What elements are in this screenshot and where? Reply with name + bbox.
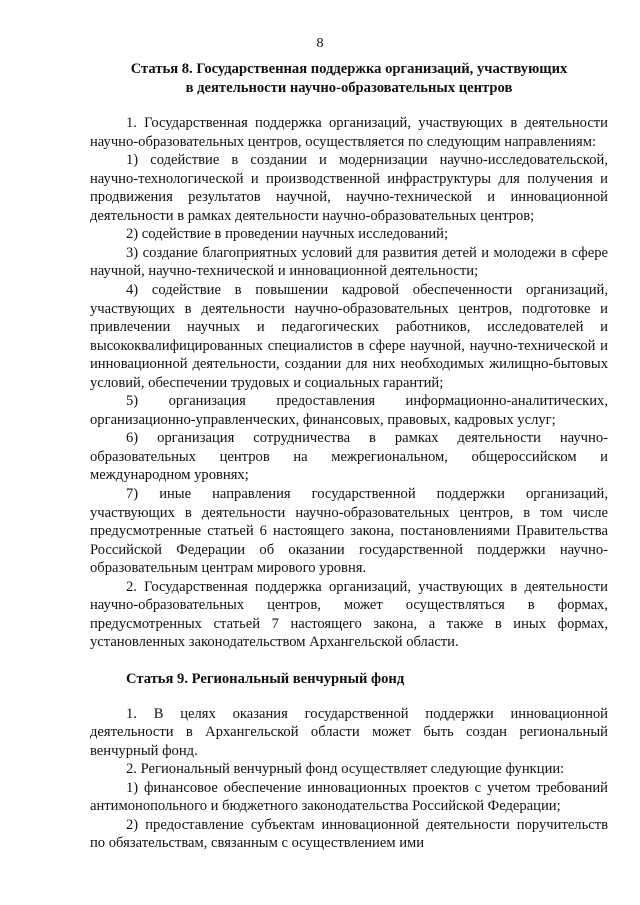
- article-8-item-5: 5) организация предоставления информационно-аналитических, организационно-управленческих, финансовых, правовых, кадровых услуг;: [90, 393, 608, 428]
- article-8-item-7: 7) иные направления государственной поддержки организаций, участвующих в деятельности научно-образовательных центров, в том числе предусмотренные статьей 6 настоящего закона, постановлениями Правительства Российской Федерации об оказании государственной поддержки научно-образовательным центрам мирового уровня.: [90, 486, 608, 577]
- article-9-paragraph-2: 2. Региональный венчурный фонд осуществляет следующие функции:: [126, 761, 565, 778]
- article-8-paragraph-2: 2. Государственная поддержка организаций, участвующих в деятельности научно-образовательных центров, может осуществляться в формах, предусмотренных статьей 7 настоящего закона, а также в иных формах, установленных законодательством Архангельской области.: [90, 578, 608, 651]
- article-8-item-4: 4) содействие в повышении кадровой обеспеченности организаций, участвующих в деятельности научно-образовательных центров, подготовке и привлечении научных и педагогических работников, исследователей и высококвалифицированных специалистов в сфере научной, научно-технической и инновационной деятельности, создании для них необходимых жилищно-бытовых условий, обеспечении трудовых и социальных гарантий;: [90, 282, 608, 391]
- article-8-item-6: 6) организация сотрудничества в рамках деятельности научно-образовательных центров на межрегиональном, общероссийском и международном уровнях;: [90, 430, 608, 484]
- article-9-paragraph-1: 1. В целях оказания государственной поддержки инновационной деятельности в Архангельской области может быть создан региональный венчурный фонд.: [90, 705, 608, 759]
- spacer: [90, 97, 608, 114]
- article-9-item-2: 2) предоставление субъектам инновационной деятельности поручительств по обязательствам, связанным с осуществлением ими: [90, 816, 608, 852]
- article-8-title: [90, 60, 608, 97]
- article-8-paragraph-1: 1. Государственная поддержка организаций, участвующих в деятельности научно-образовательных центров, осуществляется по следующим направлениям:: [90, 115, 608, 150]
- article-8-title-line-2: в деятельности научно-образовательных центров: [185, 79, 513, 96]
- article-8-item-1: 1) содействие в создании и модернизации научно-исследовательской, научно-технологической и производственной инфраструктуры для получения и продвижения результатов научной, научно-технической и инновационной деятельности в рамках деятельности научно-образовательных центров;: [90, 152, 608, 224]
- article-9-body: [90, 705, 608, 853]
- article-9-item-1: 1) финансовое обеспечение инновационных проектов с учетом требований антимонопольного и бюджетного законодательства Российской Федерации;: [90, 779, 608, 815]
- page-number: 8: [316, 36, 324, 51]
- article-8-item-3: 3) создание благоприятных условий для развития детей и молодежи в сфере научной, научно-технической и инновационной деятельности;: [90, 244, 608, 280]
- document-body: [90, 60, 608, 853]
- article-8-title-line-1: Статья 8. Государственная поддержка организаций, участвующих: [130, 61, 568, 77]
- article-9-title: Статья 9. Региональный венчурный фонд: [126, 670, 405, 687]
- article-8-body: [90, 114, 608, 652]
- article-8-item-2: 2) содействие в проведении научных исследований;: [126, 226, 449, 243]
